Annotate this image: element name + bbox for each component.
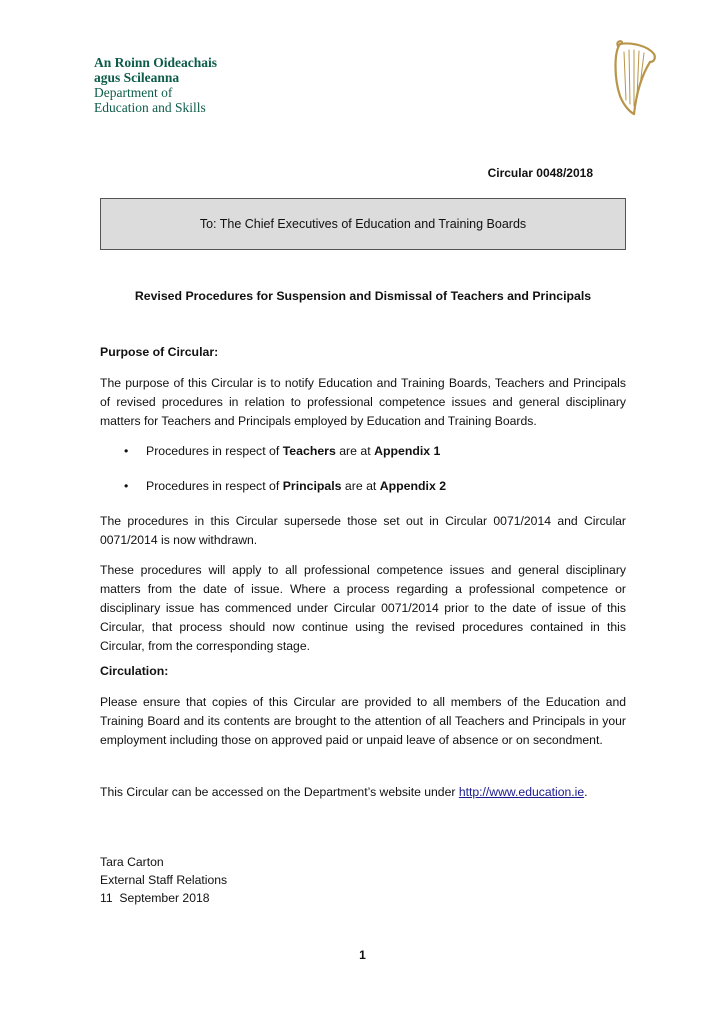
signature-block bbox=[100, 853, 227, 907]
supersede-paragraph: The procedures in this Circular supersede those set out in Circular 0071/2014 and Circular 0071/2014 is now withdrawn. bbox=[100, 514, 626, 547]
bullet-text: Procedures in respect of bbox=[146, 444, 283, 458]
dept-english-name-line2: Education and Skills bbox=[94, 100, 206, 115]
access-text-end: . bbox=[584, 785, 588, 799]
bullet-appendix: Appendix 1 bbox=[374, 444, 441, 458]
application-paragraph: These procedures will apply to all professional competence issues and general disciplinary matters from the date of issue. Where a process regarding a professional competence or disciplinary issue has commenced under Circular 0071/2014 prior to the date of issue of this Circular, that process should now continue using the revised procedures contained in this Circular, from the corresponding stage. bbox=[100, 563, 626, 653]
recipients-text: To: The Chief Executives of Education and Training Boards bbox=[199, 217, 527, 231]
bullet-text: are at bbox=[341, 479, 380, 493]
dept-english-name-line1: Department of bbox=[94, 85, 173, 100]
bullet-dot-icon: • bbox=[124, 479, 129, 493]
circular-number: Circular 0048/2018 bbox=[487, 166, 593, 180]
signature-date: 11 September 2018 bbox=[100, 891, 210, 905]
page-number: 1 bbox=[359, 948, 366, 962]
circulation-heading: Circulation: bbox=[100, 664, 169, 678]
bullet-text: are at bbox=[335, 444, 375, 458]
bullet-principals bbox=[124, 479, 446, 493]
bullet-bold-term: Principals bbox=[282, 479, 342, 493]
circulation-paragraph: Please ensure that copies of this Circular are provided to all members of the Education and Training Board and its contents are brought to the attention of all Teachers and Principals in your employment including those on approved paid or unpaid leave of absence or on secondment. bbox=[100, 695, 626, 747]
access-paragraph bbox=[100, 783, 626, 802]
harp-crest-icon bbox=[610, 38, 658, 116]
signatory-name: Tara Carton bbox=[100, 855, 164, 869]
bullet-text: Procedures in respect of bbox=[146, 479, 283, 493]
purpose-heading: Purpose of Circular: bbox=[100, 345, 219, 359]
document-title: Revised Procedures for Suspension and Dismissal of Teachers and Principals bbox=[134, 289, 592, 303]
bullet-bold-term: Teachers bbox=[282, 444, 336, 458]
purpose-paragraph: The purpose of this Circular is to notify Education and Training Boards, Teachers and Principals of revised procedures in relation to professional competence issues and general disciplinary matters for Teachers and Principals employed by Education and Training Boards. bbox=[100, 376, 626, 428]
bullet-appendix: Appendix 2 bbox=[379, 479, 447, 493]
department-logo-text bbox=[94, 55, 217, 115]
bullet-teachers bbox=[124, 444, 440, 458]
recipients-box bbox=[100, 198, 626, 250]
dept-irish-name-line1: An Roinn Oideachais bbox=[94, 55, 218, 70]
access-text: This Circular can be accessed on the Department’s website under bbox=[100, 785, 459, 799]
dept-irish-name-line2: agus Scileanna bbox=[94, 70, 180, 85]
signatory-unit: External Staff Relations bbox=[100, 873, 228, 887]
website-link[interactable]: http://www.education.ie bbox=[458, 785, 585, 799]
bullet-dot-icon: • bbox=[124, 444, 129, 458]
